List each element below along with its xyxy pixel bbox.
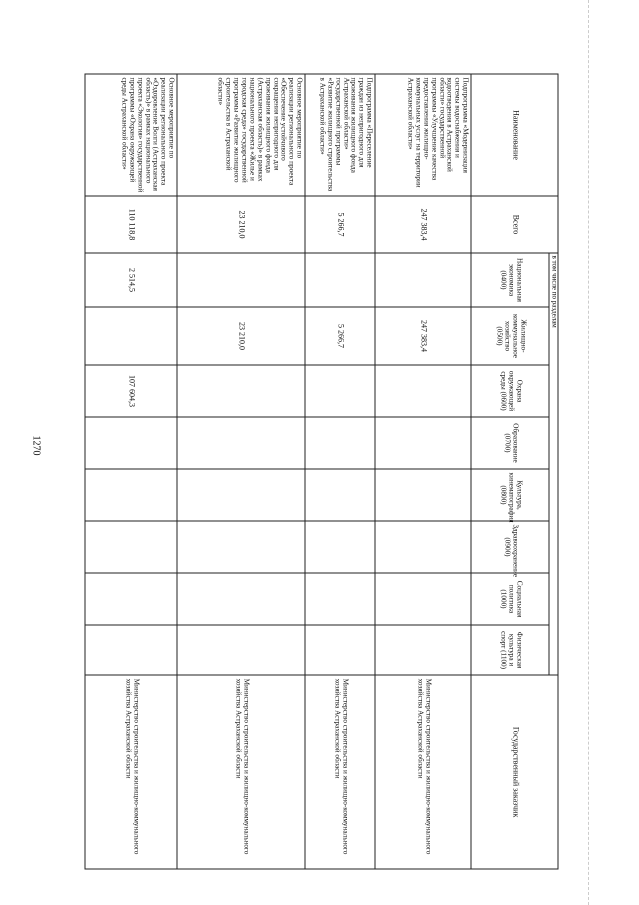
row-customer: Министерство строительства и жилищно-коммунального хозяйства Астраханской области xyxy=(85,675,177,869)
row-s0700 xyxy=(177,417,305,469)
row-s1100 xyxy=(375,625,471,675)
header-section-0600: Охрана окружающей среды (0600) xyxy=(471,365,549,417)
row-s0400 xyxy=(375,253,471,307)
header-section-0800: Культура, кинематография (0800) xyxy=(471,469,549,521)
row-customer: Министерство строительства и жилищно-коммунального хозяйства Астраханской области xyxy=(177,675,305,869)
table-row xyxy=(177,74,305,869)
table-row xyxy=(85,74,177,869)
table-row xyxy=(305,74,375,869)
row-s0600 xyxy=(305,365,375,417)
row-s1100 xyxy=(177,625,305,675)
row-customer: Министерство строительства и жилищно-коммунального хозяйства Астраханской области xyxy=(375,675,471,869)
row-name: Подпрограмма «Модернизация системы водоснабжения и водоотведения в Астраханской области» государственной программы «Улучшение качества предоставления жилищно-коммунальных услуг на территории Астраханской области» xyxy=(375,74,471,196)
row-s1000 xyxy=(375,573,471,625)
row-s0600 xyxy=(177,365,305,417)
row-s0800 xyxy=(85,469,177,521)
row-total: 5 266,7 xyxy=(305,196,375,253)
budget-table xyxy=(85,74,559,870)
row-total: 247 383,4 xyxy=(375,196,471,253)
header-section-0500: Жилищно-коммунальное хозяйство (0500) xyxy=(471,307,549,365)
row-s0700 xyxy=(375,417,471,469)
header-customer: Государственный заказчик xyxy=(471,675,558,869)
row-total: 110 118,8 xyxy=(85,196,177,253)
row-s0900 xyxy=(375,521,471,573)
header-section-1100: Физическая культура и спорт (1100) xyxy=(471,625,549,675)
header-section-0400: Национальная экономика (0400) xyxy=(471,253,549,307)
row-s0400: 2 514,5 xyxy=(85,253,177,307)
row-s1000 xyxy=(305,573,375,625)
page-number: 1270 xyxy=(30,435,42,456)
row-name: Подпрограмма «Переселение граждан из непригодного для проживания жилищного фонда Астраханской области» государственной программы «Развитие жилищного строительства в Астраханской области» xyxy=(305,74,375,196)
row-customer: Министерство строительства и жилищно-коммунального хозяйства Астраханской области xyxy=(305,675,375,869)
row-s0500: 23 210,0 xyxy=(177,307,305,365)
budget-table-sheet xyxy=(89,74,559,855)
row-s0800 xyxy=(375,469,471,521)
row-s0900 xyxy=(177,521,305,573)
row-s0500 xyxy=(85,307,177,365)
fold-line xyxy=(588,0,589,905)
row-s1100 xyxy=(305,625,375,675)
row-s0600: 107 604,3 xyxy=(85,365,177,417)
row-s0700 xyxy=(305,417,375,469)
row-s0800 xyxy=(305,469,375,521)
row-s1100 xyxy=(85,625,177,675)
header-name: Наименование xyxy=(471,74,558,196)
row-s0500: 5 266,7 xyxy=(305,307,375,365)
row-s0400 xyxy=(305,253,375,307)
table-row xyxy=(375,74,471,869)
row-s1000 xyxy=(85,573,177,625)
row-s0600 xyxy=(375,365,471,417)
row-name: Основное мероприятие по реализации регионального проекта «Оздоровление Волги (Астраханская область)» в рамках национального проекта «Экология» государственной программы «Охрана окружающей среды Астраханской области» xyxy=(85,74,177,196)
row-s0700 xyxy=(85,417,177,469)
row-total: 23 210,0 xyxy=(177,196,305,253)
header-section-0900: Здравоохранение (0900) xyxy=(471,521,549,573)
row-name: Основное мероприятие по реализации регионального проекта «Обеспечение устойчивого сокращения непригодного для проживания жилищного фонда (Астраханская область)» в рамках национального проекта «Жилье и городская среда» государственной программы «Развитие жилищного строительства в Астраханской области» xyxy=(177,74,305,196)
row-s0400 xyxy=(177,253,305,307)
row-s1000 xyxy=(177,573,305,625)
header-total: Всего xyxy=(471,196,558,253)
header-section-0700: Образование (0700) xyxy=(471,417,549,469)
row-s0500: 247 383,4 xyxy=(375,307,471,365)
row-s0800 xyxy=(177,469,305,521)
header-section-1000: Социальная политика (1000) xyxy=(471,573,549,625)
row-s0900 xyxy=(305,521,375,573)
row-s0900 xyxy=(85,521,177,573)
header-subheader: в том числе по разделам xyxy=(549,253,558,675)
